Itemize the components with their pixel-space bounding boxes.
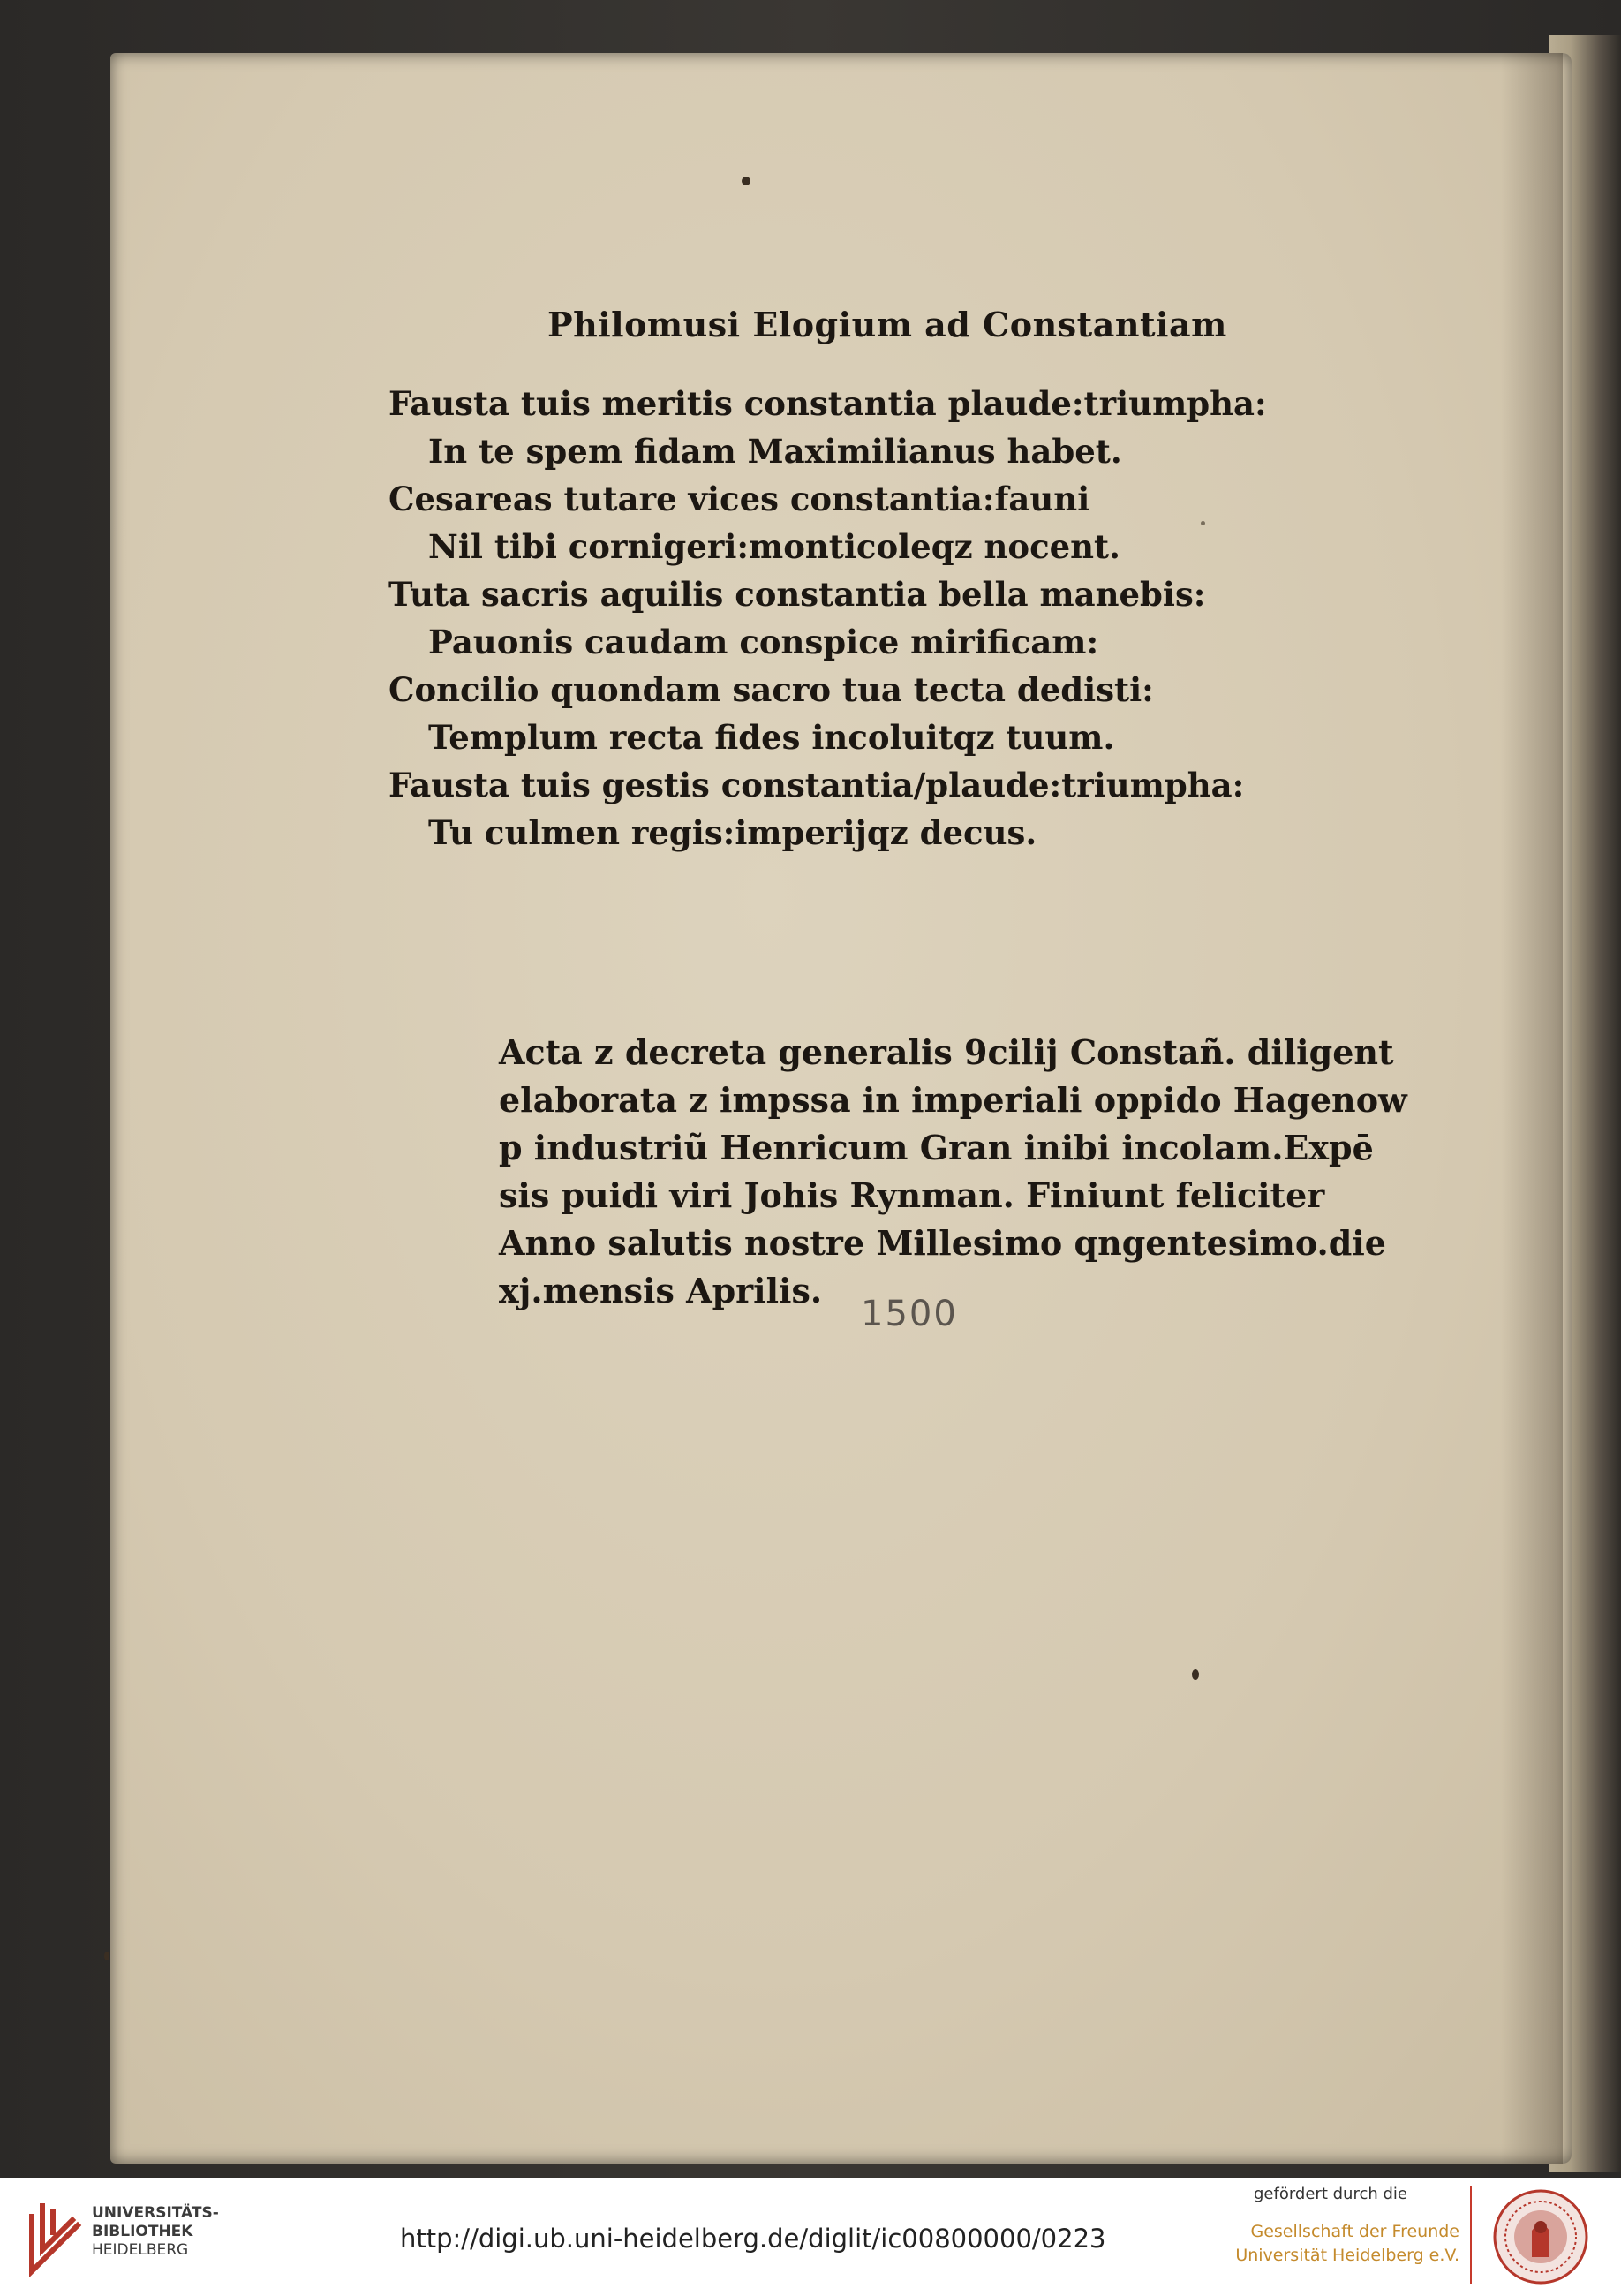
page-shadow [1501, 53, 1563, 2164]
library-name [92, 2204, 219, 2260]
colophon-line: Anno salutis nostre Millesimo qngentesimo.die [499, 1223, 1386, 1263]
ink-spot [1192, 1669, 1199, 1680]
poem-line: Tu culmen regis:imperijqz decus. [428, 813, 1037, 852]
sponsor-line1: Gesellschaft der Freunde [1250, 2222, 1459, 2241]
poem-line: Nil tibi cornigeri:monticoleqz nocent. [428, 527, 1121, 566]
ub-heidelberg-logo-icon[interactable] [26, 2199, 83, 2277]
sponsor-divider [1470, 2186, 1472, 2284]
colophon-line: elaborata z impssa in imperiali oppido Hagenow [499, 1080, 1407, 1120]
poem-line: Templum recta fides incoluitqz tuum. [428, 718, 1115, 757]
poem-line: Fausta tuis meritis constantia plaude:triumpha: [388, 384, 1267, 423]
colophon-block [499, 1029, 1407, 1315]
poem-line: Fausta tuis gestis constantia/plaude:triumpha: [388, 766, 1245, 804]
handwritten-note: 1500 [861, 1294, 958, 1334]
colophon-line: Acta z decreta generalis 9cilij Constañ. diligent [499, 1032, 1394, 1072]
poem-line: In te spem fidam Maximilianus habet. [428, 432, 1122, 471]
poem-line: Cesareas tutare vices constantia:fauni [388, 480, 1090, 518]
poem-line: Concilio quondam sacro tua tecta dedisti: [388, 670, 1154, 709]
poem-line: Pauonis caudam conspice mirificam: [428, 623, 1099, 661]
sponsor-line2: Universität Heidelberg e.V. [1235, 2246, 1459, 2265]
ink-spot [742, 177, 750, 185]
library-name-line3: HEIDELBERG [92, 2241, 189, 2259]
ink-spot [104, 1952, 109, 1960]
poem-block [388, 380, 1267, 857]
library-name-line1: UNIVERSITÄTS- [92, 2204, 219, 2222]
colophon-line: p industriũ Henricum Gran inibi incolam.Expē [499, 1128, 1374, 1167]
poem-line: Tuta sacris aquilis constantia bella manebis: [388, 575, 1206, 614]
library-name-line2: BIBLIOTHEK [92, 2223, 193, 2240]
colophon-line: xj.mensis Aprilis. [499, 1271, 823, 1310]
document-url-link[interactable]: http://digi.ub.uni-heidelberg.de/diglit/ic00800000/0223 [400, 2224, 1106, 2254]
poem-title: Philomusi Elogium ad Constantiam [547, 305, 1227, 344]
university-seal-icon [1492, 2188, 1589, 2285]
colophon-line: sis puidi viri Johis Rynman. Finiunt feliciter [499, 1175, 1325, 1215]
sponsor-name[interactable] [1232, 2220, 1459, 2268]
footer-bar [0, 2178, 1621, 2296]
sponsor-intro: gefördert durch die [1254, 2185, 1407, 2203]
